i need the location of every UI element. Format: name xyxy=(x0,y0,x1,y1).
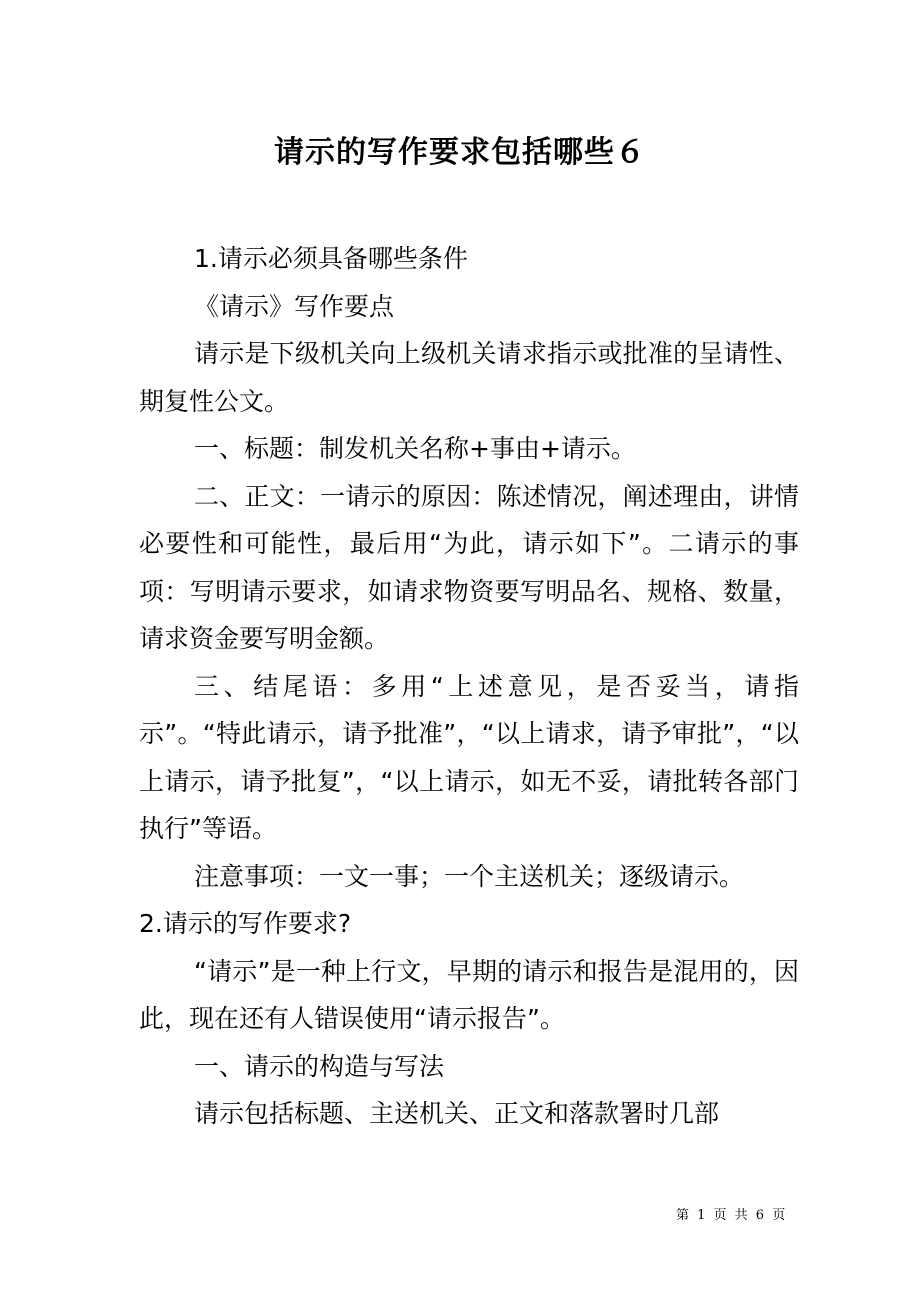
paragraph-title-section: 一、标题：制发机关名称+事由+请示。 xyxy=(194,434,636,463)
paragraph-notes: 注意事项：一文一事；一个主送机关；逐级请示。 xyxy=(194,861,745,891)
paragraph-upward-document: “请示”是一种上行文，早期的请示和报告是混用的，因此，现在还有人错误使用“请示报告”。 xyxy=(139,956,799,1033)
document-title: 请示的写作要求包括哪些６ xyxy=(274,135,646,170)
paragraph-structure-heading: 一、请示的构造与写法 xyxy=(194,1051,445,1081)
paragraph-definition: 请示是下级机关向上级机关请求指示或批准的呈请性、期复性公文。 xyxy=(139,339,799,416)
paragraph-body-section: 二、正文：一请示的原因：陈述情况，阐述理由，讲情必要性和可能性，最后用“为此，请示如下”。二请示的事项：写明请示要求，如请求物资要写明品名、规格、数量，请求资金要写明金额。 xyxy=(139,481,799,653)
paragraph-question-1: 1.请示必须具备哪些条件 xyxy=(194,244,468,273)
paragraph-writing-points: 《请示》写作要点 xyxy=(194,291,395,321)
paragraph-closing-section: 三、结尾语：多用“上述意见，是否妥当，请指示”。“特此请示，请予批准”，“以上请求，请予审批”，“以上请示，请予批复”，“以上请示，如无不妥，请批转各部门执行”等语。 xyxy=(139,671,799,843)
paragraph-structure-text: 请示包括标题、主送机关、正文和落款署时几部 xyxy=(194,1099,720,1128)
document-body xyxy=(139,235,799,1138)
page-number-footer: 第 1 页 共 6 页 xyxy=(676,1208,786,1223)
paragraph-question-2: 2.请示的写作要求? xyxy=(139,909,352,938)
